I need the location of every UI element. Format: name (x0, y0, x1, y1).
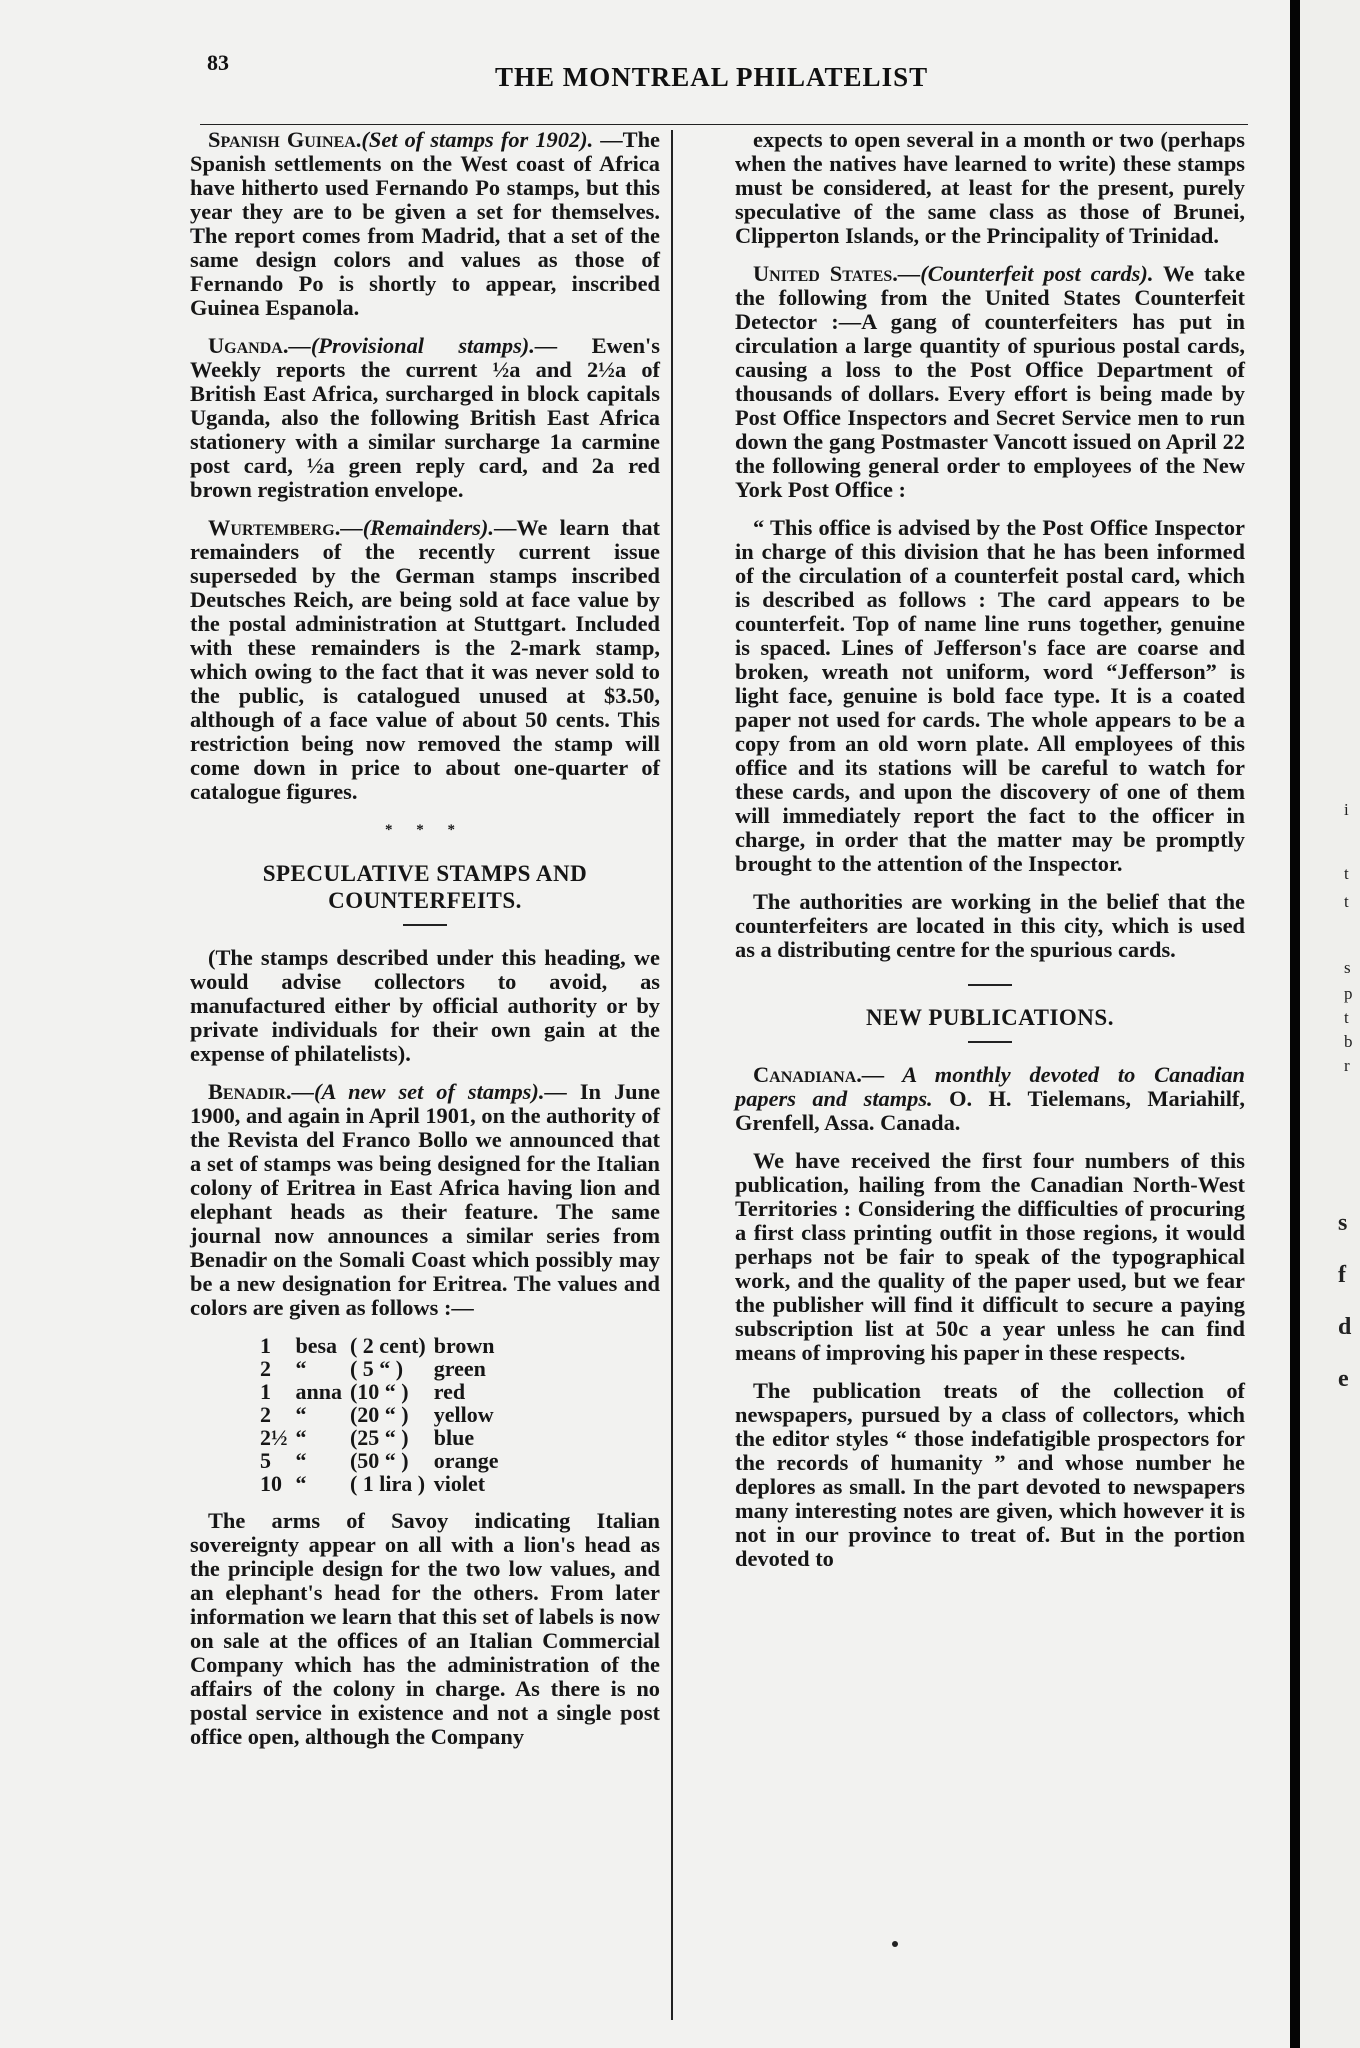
value-qty: 2 (260, 1402, 271, 1427)
article-heading: Spanish Guinea. (208, 127, 362, 152)
value-unit: “ (295, 1402, 307, 1427)
adjacent-glyph: t (1344, 864, 1349, 883)
value-unit: anna (295, 1379, 342, 1404)
value-equivalent: (20 “ ) (349, 1402, 409, 1427)
adjacent-glyph: e (1338, 1366, 1349, 1392)
printer-mark (892, 1941, 898, 1947)
article-subtitle: —(A new set of stamps).— (291, 1079, 567, 1104)
article-body: —We learn that remainders of the recently current issue superseded by the German stamps inscribed Deutsches Reich, are being sold at face value by the postal administration at Stuttgart. Included with these remainders is the 2-mark stamp, which owing to the fact that it was never sold to the public, is catalogued unused at $3.50, although of a face value of about 50 cents. This restriction being now removed the stamp will come down in price to about one-quarter of catalogue figures. (190, 515, 660, 804)
article-subtitle: —(Remainders). (340, 515, 494, 540)
article-subtitle: —(Provisional stamps).— (288, 333, 558, 358)
value-row (260, 1472, 507, 1495)
adjacent-glyph: f (1338, 1262, 1346, 1288)
section-title-publications: NEW PUBLICATIONS. (866, 1005, 1114, 1030)
article-heading: United States. (753, 261, 898, 286)
value-color: red (433, 1379, 466, 1404)
title-rule (968, 1041, 1012, 1043)
value-qty: 2 (260, 1356, 271, 1381)
value-qty: 10 (260, 1471, 282, 1496)
article-subtitle: —(Counterfeit post cards). (897, 261, 1154, 286)
article-subtitle: (Set of stamps for 1902). (361, 127, 594, 152)
value-row (260, 1403, 507, 1426)
article-body: O. H. Tielemans, Mariahilf, Grenfell, Assa. Canada. (735, 1086, 1245, 1135)
value-color: violet (433, 1471, 486, 1496)
value-row (260, 1449, 507, 1472)
value-color: brown (433, 1333, 495, 1358)
article-body: We take the following from the United States Counterfeit Detector :—A gang of counterfeiters has put in circulation a large quantity of spurious postal cards, causing a loss to the Post Office Department of thousands of dollars. Every effort is being made by Post Office Inspectors and Secret Service men to run down the gang Postmaster Vancott issued on April 22 the following general order to employees of the New York Post Office : (735, 261, 1246, 502)
value-unit: “ (295, 1425, 307, 1450)
quoted-order: “ This office is advised by the Post Office Inspector in charge of this division that he has been informed of the circulation of a counterfeit postal card, which is described as follows : The card appears to be counterfeit. Top of name line runs together, genuine is spaced. Lines of Jefferson's face are coarse and broken, wreath not uniform, word “Jefferson” is light face, genuine is bold face type. It is a coated paper not used for cards. The whole appears to be a copy from an old worn plate. All employees of this office and its stations will be careful to watch for these cards, and upon the discovery of one of them will immediately report the fact to the officer in charge, in order that the matter may be promptly brought to the attention of the Inspector. (735, 515, 1245, 876)
section-intro: (The stamps described under this heading, we would advise collectors to avoid, as manufactured either by official authority or by private individuals for their own gain at the expense of philatelists). (190, 945, 660, 1066)
article-body: Ewen's Weekly reports the current ½a and 2½a of British East Africa, surcharged in block capitals Uganda, also the following British East Africa stationery with a similar surcharge 1a carmine post card, ½a green reply card, and 2a red brown registration envelope. (190, 333, 660, 502)
left-column (190, 128, 660, 1763)
value-unit: “ (295, 1471, 307, 1496)
value-qty: 1 (260, 1333, 271, 1358)
adjacent-glyph: t (1344, 1008, 1349, 1027)
article-heading: Canadiana. (753, 1062, 862, 1087)
title-rule (403, 924, 447, 926)
article-benadir (190, 1080, 660, 1320)
adjacent-glyph: b (1344, 1032, 1353, 1051)
value-unit: “ (295, 1356, 307, 1381)
header-rule (200, 124, 1248, 125)
value-equivalent: ( 1 lira ) (349, 1471, 426, 1496)
value-equivalent: ( 5 “ ) (349, 1356, 404, 1381)
value-row (260, 1426, 507, 1449)
title-rule (968, 984, 1012, 986)
adjacent-glyph: r (1344, 1056, 1350, 1075)
value-color: orange (433, 1448, 499, 1473)
value-row (260, 1334, 507, 1357)
value-color: blue (433, 1425, 475, 1450)
article-spanish-guinea (190, 128, 660, 320)
article-canadiana (735, 1063, 1245, 1135)
journal-title: THE MONTREAL PHILATELIST (495, 62, 929, 92)
value-qty: 1 (260, 1379, 271, 1404)
article-body: In June 1900, and again in April 1901, on the authority of the Revista del Franco Bollo we announced that a set of stamps was being designed for the Italian colony of Eritrea in East Africa having lion and elephant heads as their feature. The same journal now announces a similar series from Benadir on the Somali Coast which possibly may be a new designation for Eritrea. The values and colors are given as follows :— (190, 1079, 661, 1320)
article-wurtemberg (190, 516, 660, 804)
article-united-states (735, 262, 1245, 502)
adjacent-glyph: d (1338, 1314, 1352, 1340)
value-equivalent: (50 “ ) (349, 1448, 409, 1473)
adjacent-glyph: p (1344, 984, 1353, 1003)
column-divider (671, 130, 673, 2020)
article-heading: Uganda. (208, 333, 289, 358)
adjacent-glyph: t (1344, 892, 1349, 911)
article-heading: Benadir. (208, 1079, 292, 1104)
value-row (260, 1380, 507, 1403)
value-unit: besa (295, 1333, 338, 1358)
value-qty: 5 (260, 1448, 271, 1473)
page-number: 83 (207, 50, 229, 75)
article-heading: Wurtemberg. (208, 515, 341, 540)
benadir-values-table (260, 1334, 507, 1495)
value-equivalent: (10 “ ) (349, 1379, 409, 1404)
article-authorities: The authorities are working in the belief that the counterfeiters are located in this city, which is used as a distributing centre for the spurious cards. (735, 889, 1245, 962)
value-equivalent: ( 2 cent) (349, 1333, 426, 1358)
article-uganda (190, 334, 660, 502)
adjacent-page-edge (1300, 0, 1360, 2048)
value-qty: 2½ (260, 1425, 288, 1450)
right-column (735, 128, 1245, 1585)
adjacent-glyph: s (1338, 1210, 1348, 1236)
review-paragraph: We have received the first four numbers of this publication, hailing from the Canadian North-West Territories : Considering the difficulties of procuring a first class printing outfit in those regions, it would perhaps not be fair to speak of the typographical work, and the quality of the paper used, but we fear the publisher will find it difficult to secure a paying subscription list at 50c a year unless he can find means of improving his paper in these respects. (735, 1148, 1245, 1365)
value-color: green (433, 1356, 486, 1381)
review-paragraph: The publication treats of the collection of newspapers, pursued by a class of collectors, which the editor styles “ those indefatigible prospectors for the records of humanity ” and whose number he deplores as small. In the part devoted to newspapers many interesting notes are given, which however it is not in our province to treat of. But in the portion devoted to (735, 1378, 1245, 1571)
value-equivalent: (25 “ ) (349, 1425, 409, 1450)
article-subtitle: — A monthly devoted to Canadian papers and stamps. (735, 1062, 1245, 1111)
section-separator: * * * (385, 822, 465, 838)
section-title-speculative: SPECULATIVE STAMPS AND COUNTERFEITS. (262, 861, 588, 913)
value-unit: “ (295, 1448, 307, 1473)
value-color: yellow (433, 1402, 494, 1427)
article-body: —The Spanish settlements on the West coast of Africa have hitherto used Fernando Po stamps, but this year they are to be given a set for themselves. The report comes from Madrid, that a set of the same design colors and values as those of Fernando Po is shortly to appear, inscribed Guinea Espanola. (190, 127, 660, 320)
adjacent-glyph: i (1344, 800, 1349, 819)
article-benadir-closing: The arms of Savoy indicating Italian sovereignty appear on all with a lion's head as the principle design for the two low values, and an elephant's head for the others. From later information we learn that this set of labels is now on sale at the offices of an Italian Commercial Company which has the administration of the affairs of the colony in charge. As there is no postal service in existence and not a single post office open, although the Company (190, 1508, 660, 1749)
article-continuation: expects to open several in a month or two (perhaps when the natives have learned to write) these stamps must be considered, at least for the present, purely speculative of the same class as those of Brunei, Clipperton Islands, or the Principality of Trinidad. (735, 127, 1245, 248)
value-row (260, 1357, 507, 1380)
adjacent-glyph: s (1344, 958, 1351, 977)
